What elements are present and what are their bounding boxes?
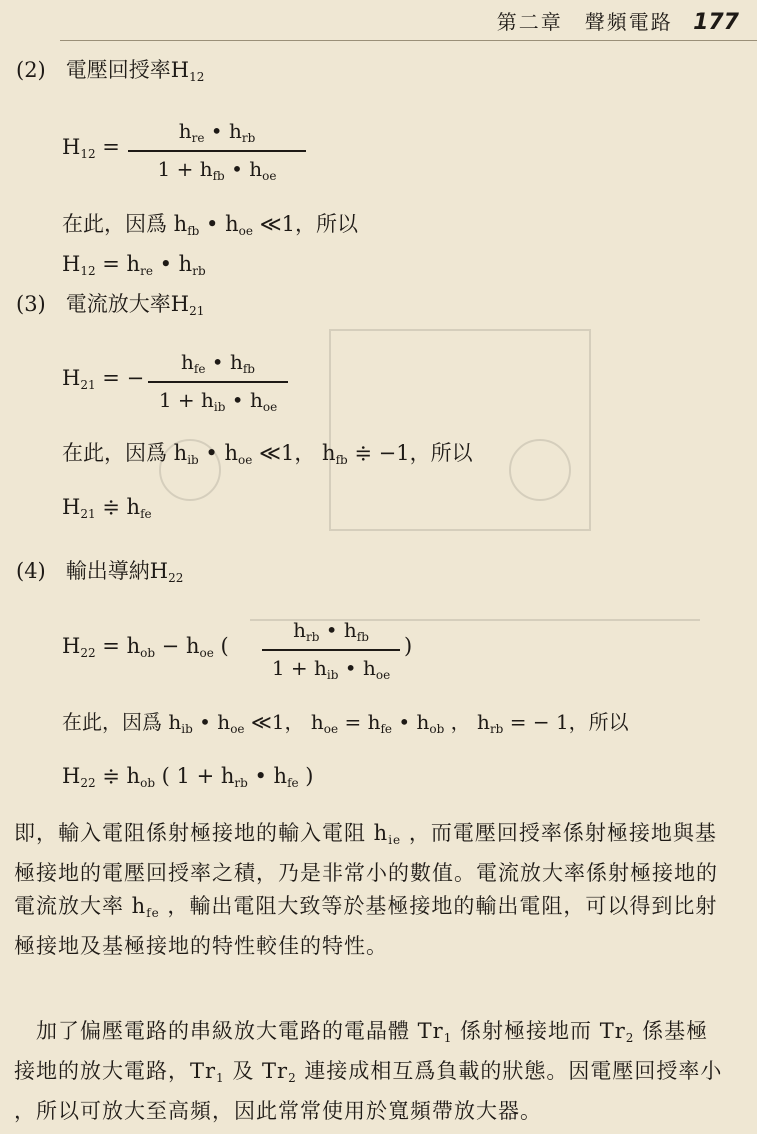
- condition-text: 在此，因爲 $h_{ib}$ • $h_{oe}$ ≪1， $h_{oe} = h_{fe}$ • $h_{ob}$ ， $h_{rb}$ = − 1，所以: [62, 710, 629, 736]
- fraction-bar: [262, 649, 400, 651]
- equation-lhs: $H_{21}$ = −: [62, 366, 145, 392]
- equation-approx: $H_{21}$ ≑ $h_{fe}$: [62, 495, 152, 521]
- fraction: [262, 618, 400, 682]
- condition-text: 在此，因爲 $h_{ib}$ • $h_{oe}$ ≪1， $h_{fb}$ ≑ −1，所以: [62, 441, 473, 467]
- equation-approx: $H_{22}$ ≑ $h_{ob}$ ( $1 + h_{rb}$ • $h_{fe}$ ): [62, 764, 314, 790]
- item-heading: (3) 電流放大率$H_{21}$: [16, 292, 205, 318]
- chapter-title: 第二章 聲頻電路: [496, 10, 673, 34]
- header-rule: [60, 40, 757, 41]
- running-header: [497, 6, 739, 35]
- body-paragraph: [14, 817, 749, 963]
- body-paragraph: [14, 1015, 749, 1128]
- paragraph-line: 即，輸入電阻係射極接地的輸入電阻 $h_{ie}$ ，而電壓回授率係射極接地與基: [14, 821, 717, 847]
- denominator: $1 + h_{ib}$ • $h_{oe}$: [158, 387, 278, 414]
- numerator: $h_{re}$ • $h_{rb}$: [178, 119, 256, 145]
- item-heading: (4) 輸出導納$H_{22}$: [16, 559, 184, 585]
- equation-lhs: $H_{22} = h_{ob} - h_{oe}$ (: [62, 634, 229, 660]
- numerator: $h_{fe}$ • $h_{fb}$: [181, 350, 255, 376]
- paragraph-line: ，所以可放大至高頻，因此常常使用於寬頻帶放大器。: [14, 1099, 542, 1123]
- paragraph-line: 加了偏壓電路的串級放大電路的電晶體 $Tr_1$ 係射極接地而 $Tr_2$ 係基極: [14, 1019, 709, 1045]
- fraction: [128, 119, 306, 183]
- paragraph-line: 極接地的電壓回授率之積，乃是非常小的數值。電流放大率係射極接地的: [14, 861, 718, 885]
- numerator: $h_{rb}$ • $h_{fb}$: [293, 618, 369, 644]
- denominator: $1 + h_{fb}$ • $h_{oe}$: [157, 156, 277, 183]
- equation-approx: $H_{12} = h_{re}$ • $h_{rb}$: [62, 252, 206, 278]
- item-heading: (2) 電壓回授率$H_{12}$: [16, 58, 205, 84]
- condition-text: 在此，因爲 $h_{fb}$ • $h_{oe}$ ≪1，所以: [62, 212, 358, 238]
- denominator: $1 + h_{ib}$ • $h_{oe}$: [271, 655, 391, 682]
- paragraph-line: 電流放大率 $h_{fe}$ ，輸出電阻大致等於基極接地的輸出電阻，可以得到比射: [14, 894, 718, 920]
- paragraph-line: 接地的放大電路，$Tr_1$ 及 $Tr_2$ 連接成相互爲負載的狀態。因電壓回授率小: [14, 1059, 723, 1085]
- fraction-bar: [128, 150, 306, 152]
- fraction-bar: [148, 381, 288, 383]
- closing-paren: ): [404, 634, 413, 658]
- fraction: [148, 350, 288, 414]
- equation-lhs: $H_{12}$ =: [62, 135, 120, 161]
- paragraph-line: 極接地及基極接地的特性較佳的特性。: [14, 934, 388, 958]
- page-number: 177: [693, 10, 739, 35]
